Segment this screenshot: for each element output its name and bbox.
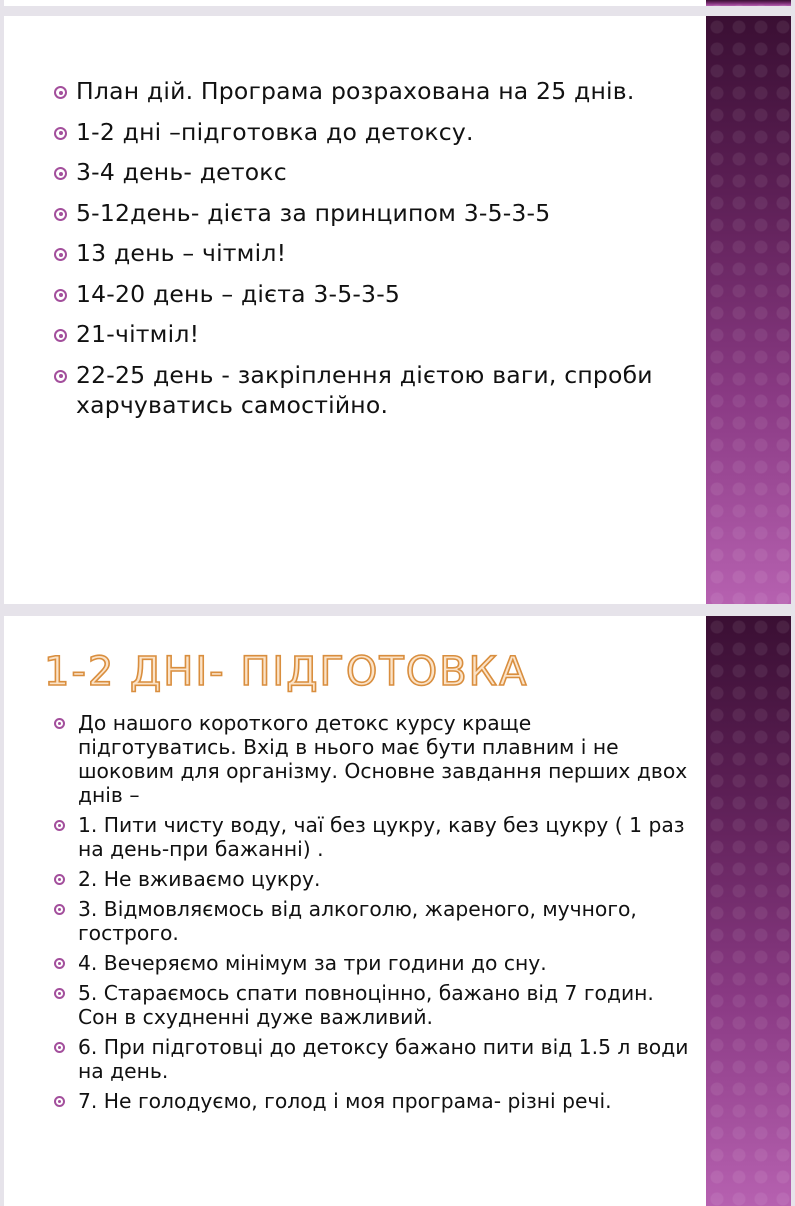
decorative-band [706,616,791,1206]
bullet-icon [54,718,65,729]
bullet-icon [54,248,67,261]
decorative-band [706,16,791,604]
plan-list [54,76,694,430]
decorative-band [706,0,791,6]
list-item: 22-25 день - закріплення дієтою ваги, спроби харчуватись самостійно. [54,360,694,420]
list-item: 2. Не вживаємо цукру. [54,867,694,891]
bullet-icon [54,958,65,969]
bullet-icon [54,208,67,221]
list-item: 1. Пити чисту воду, чаї без цукру, каву без цукру ( 1 раз на день-при бажанні) . [54,813,694,861]
list-item: 13 день – чітміл! [54,238,694,268]
preparation-list [54,711,694,1119]
list-item: 5-12день- дієта за принципом 3-5-3-5 [54,198,694,228]
bullet-icon [54,1096,65,1107]
list-item: 7. Не голодуємо, голод і моя програма- різні речі. [54,1089,694,1113]
bullet-icon [54,820,65,831]
bullet-icon [54,167,67,180]
bullet-icon [54,1042,65,1053]
list-item: 1-2 дні –підготовка до детоксу. [54,117,694,147]
list-item: 3. Відмовляємось від алкоголю, жареного, мучного, гострого. [54,897,694,945]
list-item: 14-20 день – дієта 3-5-3-5 [54,279,694,309]
list-item: План дій. Програма розрахована на 25 днів. [54,76,694,106]
list-item: 3-4 день- детокс [54,157,694,187]
bullet-icon [54,370,67,383]
previous-slide-edge [4,0,791,6]
bullet-icon [54,874,65,885]
bullet-icon [54,329,67,342]
bullet-icon [54,988,65,999]
bullet-icon [54,289,67,302]
slide-title: 1-2 ДНІ- ПІДГОТОВКА [44,649,529,695]
slide-plan [4,16,791,604]
bullet-icon [54,127,67,140]
slide-preparation [4,616,791,1206]
list-item: 6. При підготовці до детоксу бажано пити від 1.5 л води на день. [54,1035,694,1083]
list-item: 4. Вечеряємо мінімум за три години до сну. [54,951,694,975]
list-item: 5. Стараємось спати повноцінно, бажано від 7 годин. Сон в схудненні дуже важливий. [54,981,694,1029]
list-item: До нашого короткого детокс курсу краще підготуватись. Вхід в нього має бути плавним і не шоковим для організму. Основне завдання перших двох днів – [54,711,694,807]
bullet-icon [54,86,67,99]
bullet-icon [54,904,65,915]
list-item: 21-чітміл! [54,319,694,349]
